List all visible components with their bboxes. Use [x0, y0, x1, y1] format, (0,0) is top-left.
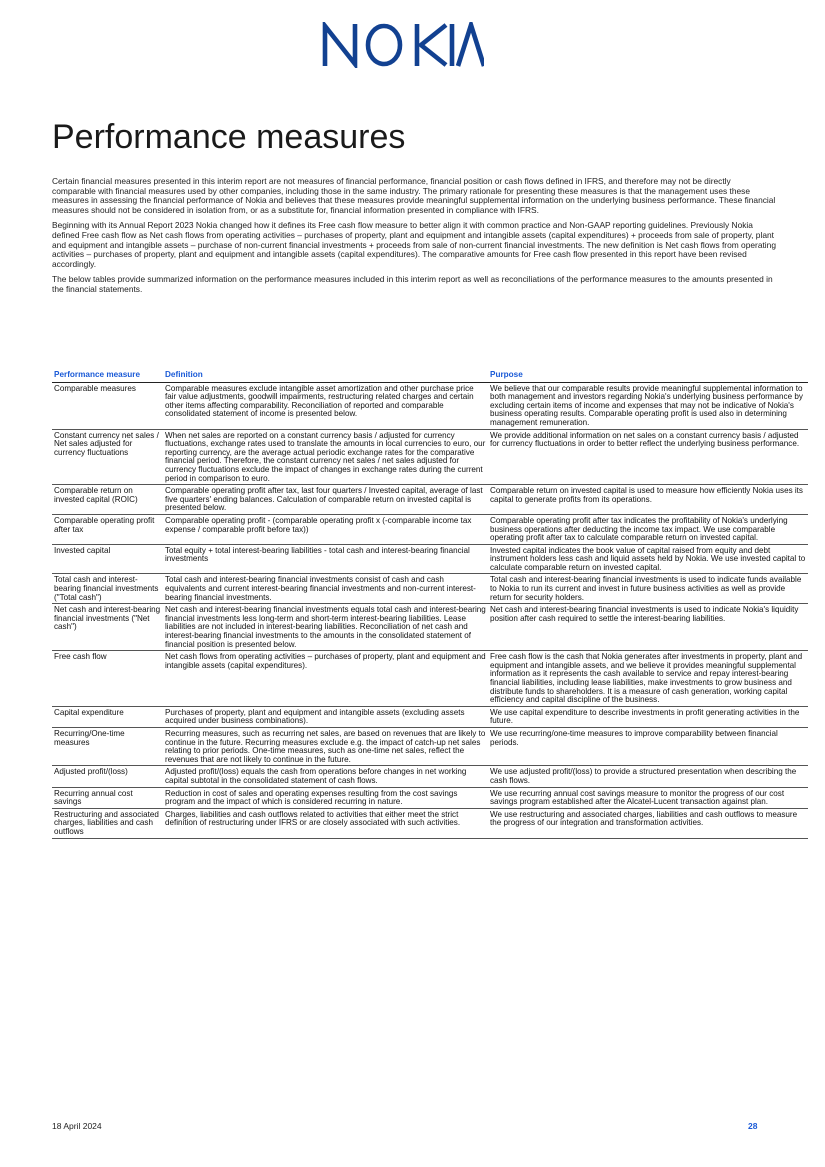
- measure-cell: Constant currency net sales / Net sales adjusted for currency fluctuations: [52, 429, 163, 485]
- intro-paragraph: The below tables provide summarized information on the performance measures included in this interim report as well as reconciliations of the performance measures to the amounts presented in the financial statements.: [52, 274, 773, 294]
- purpose-cell: We use capital expenditure to describe investments in profit generating activities in the future.: [488, 706, 808, 727]
- intro-text: [52, 177, 776, 301]
- table-row: [52, 604, 808, 651]
- purpose-cell: Comparable operating profit after tax indicates the profitability of Nokia's underlying business operations after deducting the income tax impact. We use comparable operating profit after tax to calculate comparable return on invested capital.: [488, 514, 808, 544]
- page-number: 28: [748, 1121, 758, 1131]
- measure-cell: Net cash and interest-bearing financial investments ("Net cash"): [52, 604, 163, 651]
- table-row: [52, 514, 808, 544]
- measure-cell: Free cash flow: [52, 651, 163, 707]
- column-header-definition: Definition: [163, 369, 488, 382]
- purpose-cell: Comparable return on invested capital is used to measure how efficiently Nokia uses its capital to generate profits from its operations.: [488, 485, 808, 515]
- table-header-row: [52, 369, 808, 382]
- footer-date: 18 April 2024: [52, 1121, 102, 1131]
- purpose-cell: We use adjusted profit/(loss) to provide a structured presentation when describing the cash flows.: [488, 766, 808, 787]
- definition-cell: Reduction in cost of sales and operating expenses resulting from the cost savings program and the impact of which is considered recurring in nature.: [163, 787, 488, 808]
- table-row: [52, 808, 808, 838]
- purpose-cell: Net cash and interest-bearing financial investments is used to indicate Nokia's liquidity position after cash required to settle the interest-bearing liabilities.: [488, 604, 808, 651]
- performance-measures-table: [52, 369, 808, 839]
- definition-cell: Comparable measures exclude intangible asset amortization and other purchase price fair value adjustments, goodwill impairments, restructuring related charges and certain other items affecting comparability. Reconciliation of reported and comparable consolidated statement of income is presented below.: [163, 382, 488, 429]
- purpose-cell: We provide additional information on net sales on a constant currency basis / adjusted for currency fluctuations in order to better reflect the underlying business performance.: [488, 429, 808, 485]
- purpose-cell: Total cash and interest-bearing financial investments is used to indicate funds available to Nokia to run its current and invest in future business activities as well as provide return for security holders.: [488, 574, 808, 604]
- table-row: [52, 651, 808, 707]
- measure-cell: Capital expenditure: [52, 706, 163, 727]
- purpose-cell: Invested capital indicates the book value of capital raised from equity and debt instrument holders less cash and liquid assets held by Nokia. We use invested capital to calculate comparable return on invested capital.: [488, 544, 808, 574]
- purpose-cell: We use recurring annual cost savings measure to monitor the progress of our cost savings program established after the Alcatel-Lucent transaction against plan.: [488, 787, 808, 808]
- measure-cell: Invested capital: [52, 544, 163, 574]
- measure-cell: Restructuring and associated charges, liabilities and cash outflows: [52, 808, 163, 838]
- table-row: [52, 766, 808, 787]
- definition-cell: Comparable operating profit - (comparable operating profit x (-comparable income tax expense / comparable profit before tax)): [163, 514, 488, 544]
- measure-cell: Total cash and interest-bearing financial investments ("Total cash"): [52, 574, 163, 604]
- definition-cell: Total cash and interest-bearing financial investments consist of cash and cash equivalents and current interest-bearing financial investments and non-current interest-bearing financial investments.: [163, 574, 488, 604]
- column-header-measure: Performance measure: [52, 369, 163, 382]
- purpose-cell: We use recurring/one-time measures to improve comparability between financial periods.: [488, 727, 808, 765]
- page-title: Performance measures: [52, 118, 406, 156]
- definition-cell: Purchases of property, plant and equipment and intangible assets (excluding assets acquired under business combinations).: [163, 706, 488, 727]
- definition-cell: Charges, liabilities and cash outflows related to activities that either meet the strict definition of restructuring under IFRS or are closely associated with such activities.: [163, 808, 488, 838]
- definition-cell: Recurring measures, such as recurring net sales, are based on revenues that are likely to continue in the future. Recurring measures exclude e.g. the impact of catch-up net sales relating to prior periods. One-time measures, such as one-time net sales, reflect the revenues that are not likely to continue in the future.: [163, 727, 488, 765]
- definition-cell: Net cash and interest-bearing financial investments equals total cash and interest-bearing financial investments less long-term and short-term interest-bearing liabilities. Lease liabilities are not included in interest-bearing liabilities. Reconciliation of net cash and interest-bearing financial investments to the amounts in the consolidated statement of financial position is presented below.: [163, 604, 488, 651]
- table-row: [52, 727, 808, 765]
- measure-cell: Recurring/One-time measures: [52, 727, 163, 765]
- table-row: [52, 544, 808, 574]
- purpose-cell: Free cash flow is the cash that Nokia generates after investments in property, plant and equipment and intangible assets, and we believe it provides meaningful supplemental information as it represents the cash available to service and repay interest-bearing financial liabilities, including lease liabilities, make investments to grow business and distribute funds to shareholders. It is a measure of cash generation, working capital efficiency and capital discipline of the business.: [488, 651, 808, 707]
- nokia-logo: [322, 22, 484, 68]
- definition-cell: Adjusted profit/(loss) equals the cash from operations before changes in net working capital subtotal in the consolidated statement of cash flows.: [163, 766, 488, 787]
- measure-cell: Comparable operating profit after tax: [52, 514, 163, 544]
- measure-cell: Comparable measures: [52, 382, 163, 429]
- column-header-purpose: Purpose: [488, 369, 808, 382]
- table-row: [52, 787, 808, 808]
- measure-cell: Recurring annual cost savings: [52, 787, 163, 808]
- measure-cell: Comparable return on invested capital (ROIC): [52, 485, 163, 515]
- table-row: [52, 429, 808, 485]
- purpose-cell: We use restructuring and associated charges, liabilities and cash outflows to measure the progress of our integration and transformation activities.: [488, 808, 808, 838]
- definition-cell: Total equity + total interest-bearing liabilities - total cash and interest-bearing financial investments: [163, 544, 488, 574]
- table-row: [52, 706, 808, 727]
- definition-cell: When net sales are reported on a constant currency basis / adjusted for currency fluctuations, exchange rates used to translate the amounts in local currencies to euro, our reporting currency, are the average actual periodic exchange rates for the comparative financial period. Therefore, the constant currency net sales / net sales adjusted for currency fluctuations exclude the impact of changes in exchange rates during the current period in comparison to euro.: [163, 429, 488, 485]
- intro-paragraph: Certain financial measures presented in this interim report are not measures of financial performance, financial position or cash flows defined in IFRS, and therefore may not be directly comparable with financial measures used by other companies, including those in the same industry. The primary rationale for presenting these measures is that the management uses these measures in assessing the financial performance of Nokia and believes that these measures provide meaningful supplemental information on the underlying business performance. These financial measures should not be considered in isolation from, or as a substitute for, financial information presented in compliance with IFRS.: [52, 176, 776, 215]
- table-row: [52, 382, 808, 429]
- table-row: [52, 574, 808, 604]
- definition-cell: Comparable operating profit after tax, last four quarters / Invested capital, average of last five quarters' ending balances. Calculation of comparable return on invested capital is presented below.: [163, 485, 488, 515]
- table-row: [52, 485, 808, 515]
- measure-cell: Adjusted profit/(loss): [52, 766, 163, 787]
- purpose-cell: We believe that our comparable results provide meaningful supplemental information to both management and investors regarding Nokia's underlying business performance by excluding certain items of income and expenses that may not be indicative of Nokia's business operating results. Comparable operating profit is used also in determining management remuneration.: [488, 382, 808, 429]
- definition-cell: Net cash flows from operating activities – purchases of property, plant and equipment and intangible assets (capital expenditures).: [163, 651, 488, 707]
- intro-paragraph: Beginning with its Annual Report 2023 Nokia changed how it defines its Free cash flow measure to better align it with common practice and Non-GAAP reporting guidelines. Previously Nokia defined Free cash flow as Net cash flows from operating activities – purchases of property, plant and equipment and intangible assets (capital expenditures) + proceeds from sale of property, plant and equipment and intangible assets – purchase of non-current financial investments + proceeds from sale of non-current financial investments. The new definition is Net cash flows from operating activities – purchases of property, plant and equipment and intangible assets (capital expenditures). The comparative amounts for Free cash flow presented in this report have been revised accordingly.: [52, 220, 776, 269]
